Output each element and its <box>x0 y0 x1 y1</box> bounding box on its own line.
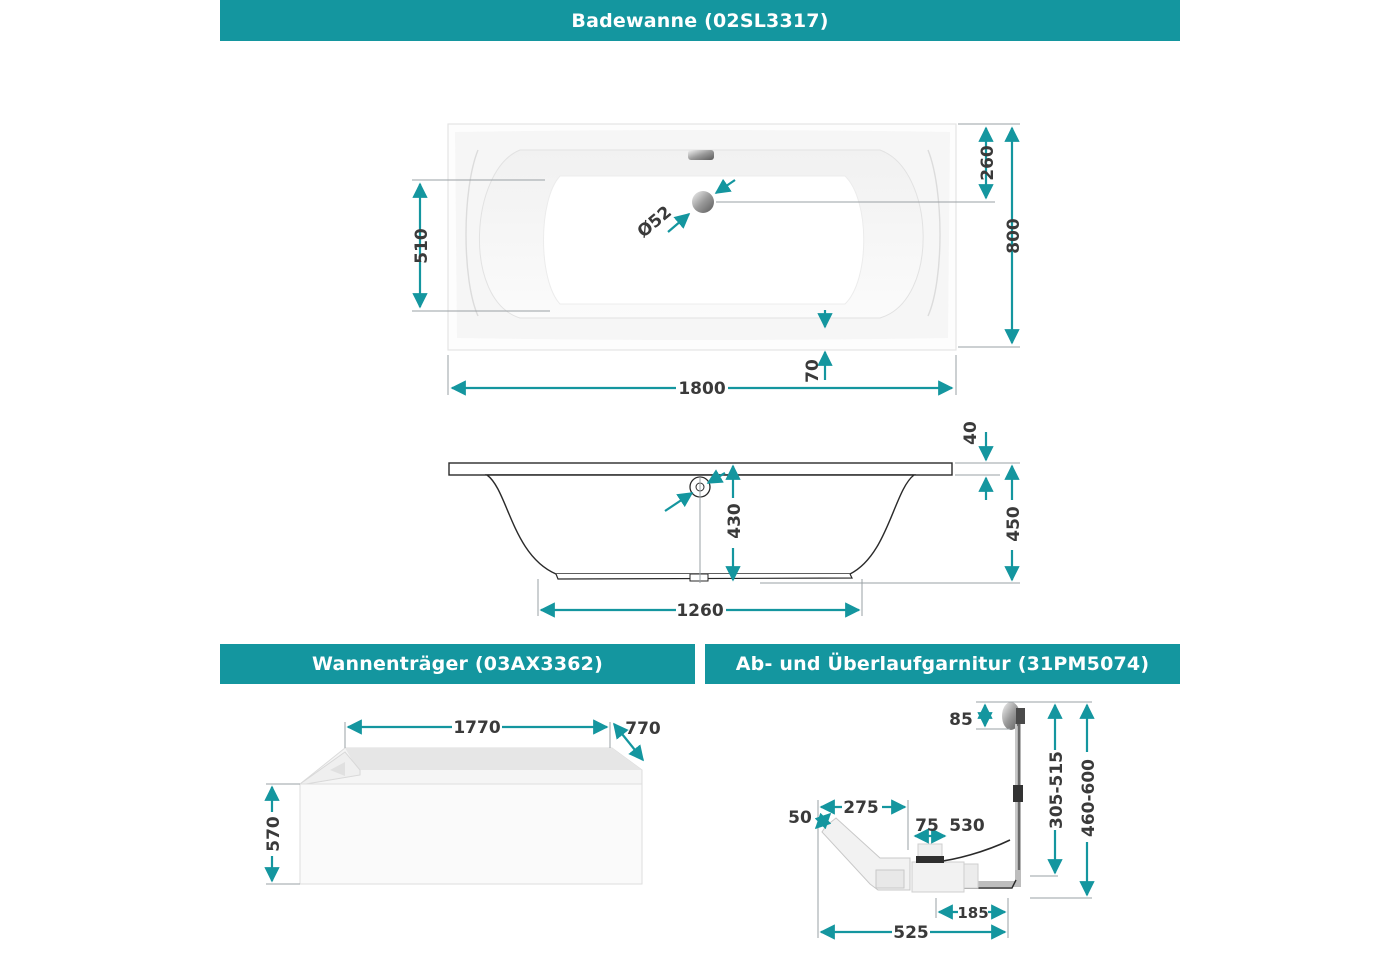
header-drain-set: Ab- und Überlaufgarnitur (31PM5074) <box>705 644 1180 684</box>
header-bathtub: Badewanne (02SL3317) <box>220 0 1180 41</box>
drain-plug-icon <box>916 856 944 863</box>
dim-525: 525 <box>893 923 929 943</box>
dim-305-515: 305-515 <box>1047 750 1067 830</box>
dim-800: 800 <box>1004 218 1024 254</box>
dim-1260: 1260 <box>676 601 724 621</box>
dim-530: 530 <box>949 816 985 836</box>
dim-460-600: 460-600 <box>1079 758 1099 838</box>
dim-770: 770 <box>625 719 661 739</box>
dim-185: 185 <box>957 904 989 922</box>
tub-top-view <box>448 124 956 350</box>
dim-85: 85 <box>949 710 973 730</box>
header-tub-support: Wannenträger (03AX3362) <box>220 644 695 684</box>
dim-70: 70 <box>803 359 823 383</box>
dim-570: 570 <box>264 816 284 852</box>
dim-1770: 1770 <box>453 718 501 738</box>
dim-40: 40 <box>961 421 981 445</box>
dim-diameter-52: Ø52 <box>633 202 676 243</box>
drain-icon <box>692 191 714 213</box>
dim-1800: 1800 <box>678 379 726 399</box>
dim-275: 275 <box>843 798 879 818</box>
dim-430: 430 <box>725 503 745 539</box>
dim-510: 510 <box>412 228 432 264</box>
dim-450: 450 <box>1004 506 1024 542</box>
dim-75: 75 <box>915 816 939 836</box>
tub-support-drawing <box>300 748 642 884</box>
dim-260: 260 <box>978 145 998 181</box>
dim-50: 50 <box>788 808 812 828</box>
overflow-icon <box>688 150 714 160</box>
